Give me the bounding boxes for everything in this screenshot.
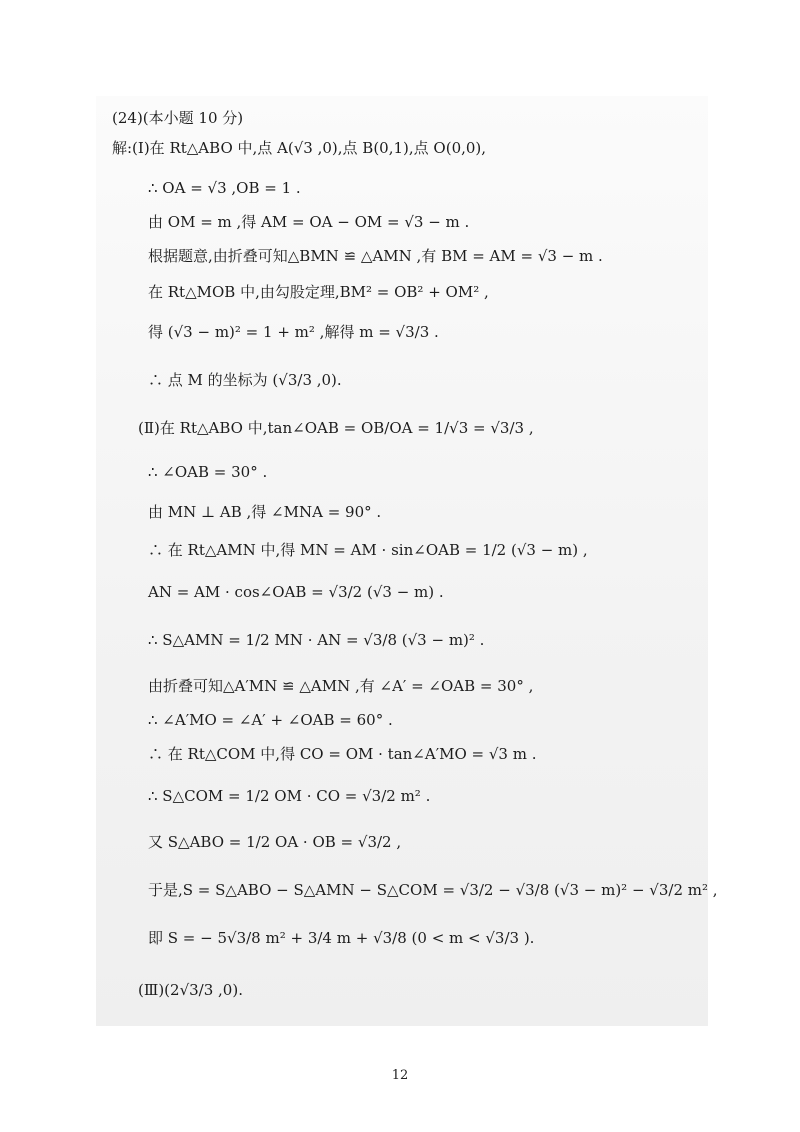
solution-line: 由 MN ⊥ AB ,得 ∠MNA = 90° . bbox=[148, 503, 382, 521]
solution-line: (Ⅲ)(2√3/3 ,0). bbox=[138, 981, 243, 999]
solution-line: ∴ ∠A′MO = ∠A′ + ∠OAB = 60° . bbox=[148, 711, 393, 729]
solution-line: ∴ 在 Rt△AMN 中,得 MN = AM · sin∠OAB = 1/2 (√3 − m) , bbox=[148, 541, 588, 559]
solution-line: ∴ OA = √3 ,OB = 1 . bbox=[148, 179, 301, 197]
page-number: 12 bbox=[391, 1068, 409, 1083]
solution-line: ∴ 点 M 的坐标为 (√3/3 ,0). bbox=[148, 371, 342, 389]
solution-line: 得 (√3 − m)² = 1 + m² ,解得 m = √3/3 . bbox=[148, 323, 439, 341]
solution-line: 即 S = − 5√3/8 m² + 3/4 m + √3/8 (0 < m < √3/3 ). bbox=[148, 929, 535, 947]
solution-line: 由折叠可知△A′MN ≌ △AMN ,有 ∠A′ = ∠OAB = 30° , bbox=[148, 677, 534, 695]
solution-line: (Ⅱ)在 Rt△ABO 中,tan∠OAB = OB/OA = 1/√3 = √3/3 , bbox=[138, 419, 534, 437]
solution-line: 又 S△ABO = 1/2 OA · OB = √3/2 , bbox=[148, 833, 402, 851]
solution-line: ∴ S△COM = 1/2 OM · CO = √3/2 m² . bbox=[148, 787, 431, 805]
solution-line: AN = AM · cos∠OAB = √3/2 (√3 − m) . bbox=[148, 583, 444, 601]
solution-line: ∴ S△AMN = 1/2 MN · AN = √3/8 (√3 − m)² . bbox=[148, 631, 485, 649]
problem-header: (24)(本小题 10 分) bbox=[112, 109, 244, 127]
solution-line: 根据题意,由折叠可知△BMN ≌ △AMN ,有 BM = AM = √3 − m . bbox=[148, 247, 603, 265]
solution-line: 于是,S = S△ABO − S△AMN − S△COM = √3/2 − √3/8 (√3 − m)² − √3/2 m² , bbox=[148, 881, 718, 899]
solution-line: 解:(Ⅰ)在 Rt△ABO 中,点 A(√3 ,0),点 B(0,1),点 O(0,0), bbox=[112, 139, 487, 157]
solution-line: 在 Rt△MOB 中,由勾股定理,BM² = OB² + OM² , bbox=[148, 283, 489, 301]
solution-line: 由 OM = m ,得 AM = OA − OM = √3 − m . bbox=[148, 213, 470, 231]
solution-line: ∴ ∠OAB = 30° . bbox=[148, 463, 268, 481]
solution-line: ∴ 在 Rt△COM 中,得 CO = OM · tan∠A′MO = √3 m . bbox=[148, 745, 537, 763]
